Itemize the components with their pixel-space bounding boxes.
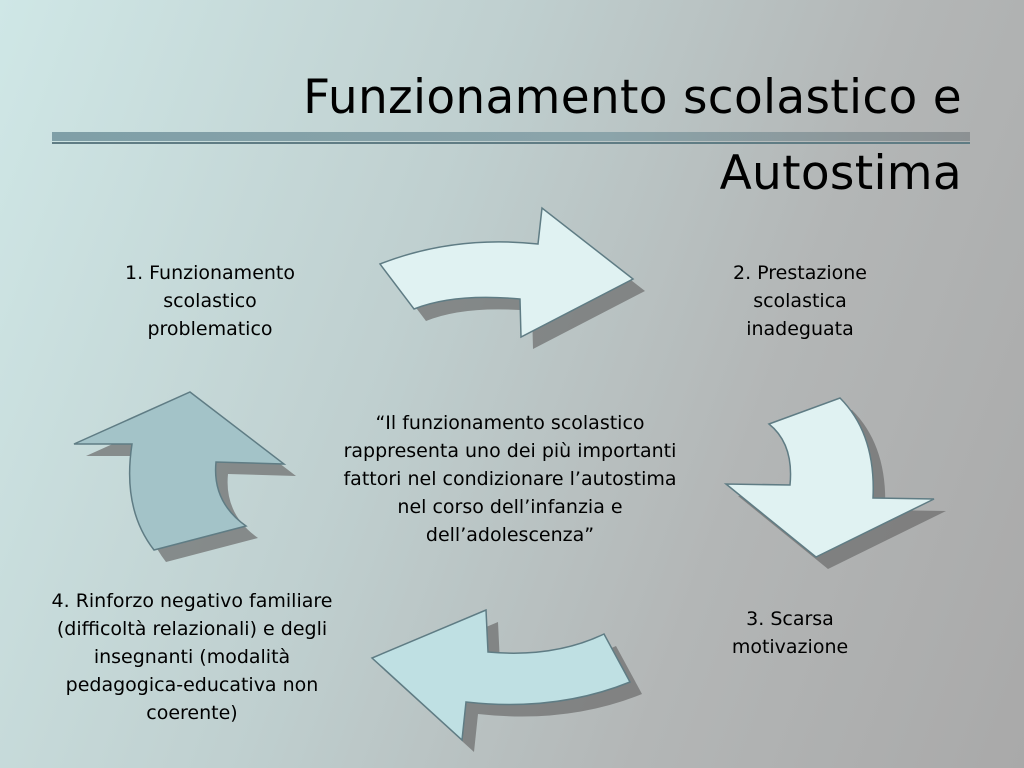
cycle-node-4: 4. Rinforzo negativo familiare (difficoltà relazionali) e degli insegnanti (modalità pedagogica-educativa non coerente) xyxy=(51,590,333,724)
title-line-2: Autostima xyxy=(719,146,962,201)
arrow-up-icon xyxy=(74,392,296,562)
center-quote: “Il funzionamento scolastico rappresenta uno dei più importanti fattori nel condizionare l’autostima nel corso dell’infanzia e dell’adolescenza” xyxy=(343,412,677,546)
arrow-down-icon xyxy=(726,398,946,569)
arrow-left-icon xyxy=(372,610,642,752)
cycle-node-3: 3. Scarsa motivazione xyxy=(731,608,849,658)
cycle-node-1: 1. Funzionamento scolastico problematico xyxy=(124,262,296,340)
title-line-1: Funzionamento scolastico e xyxy=(303,70,962,125)
arrow-right-icon xyxy=(380,208,645,349)
cycle-node-2: 2. Prestazione scolastica inadeguata xyxy=(733,262,867,340)
